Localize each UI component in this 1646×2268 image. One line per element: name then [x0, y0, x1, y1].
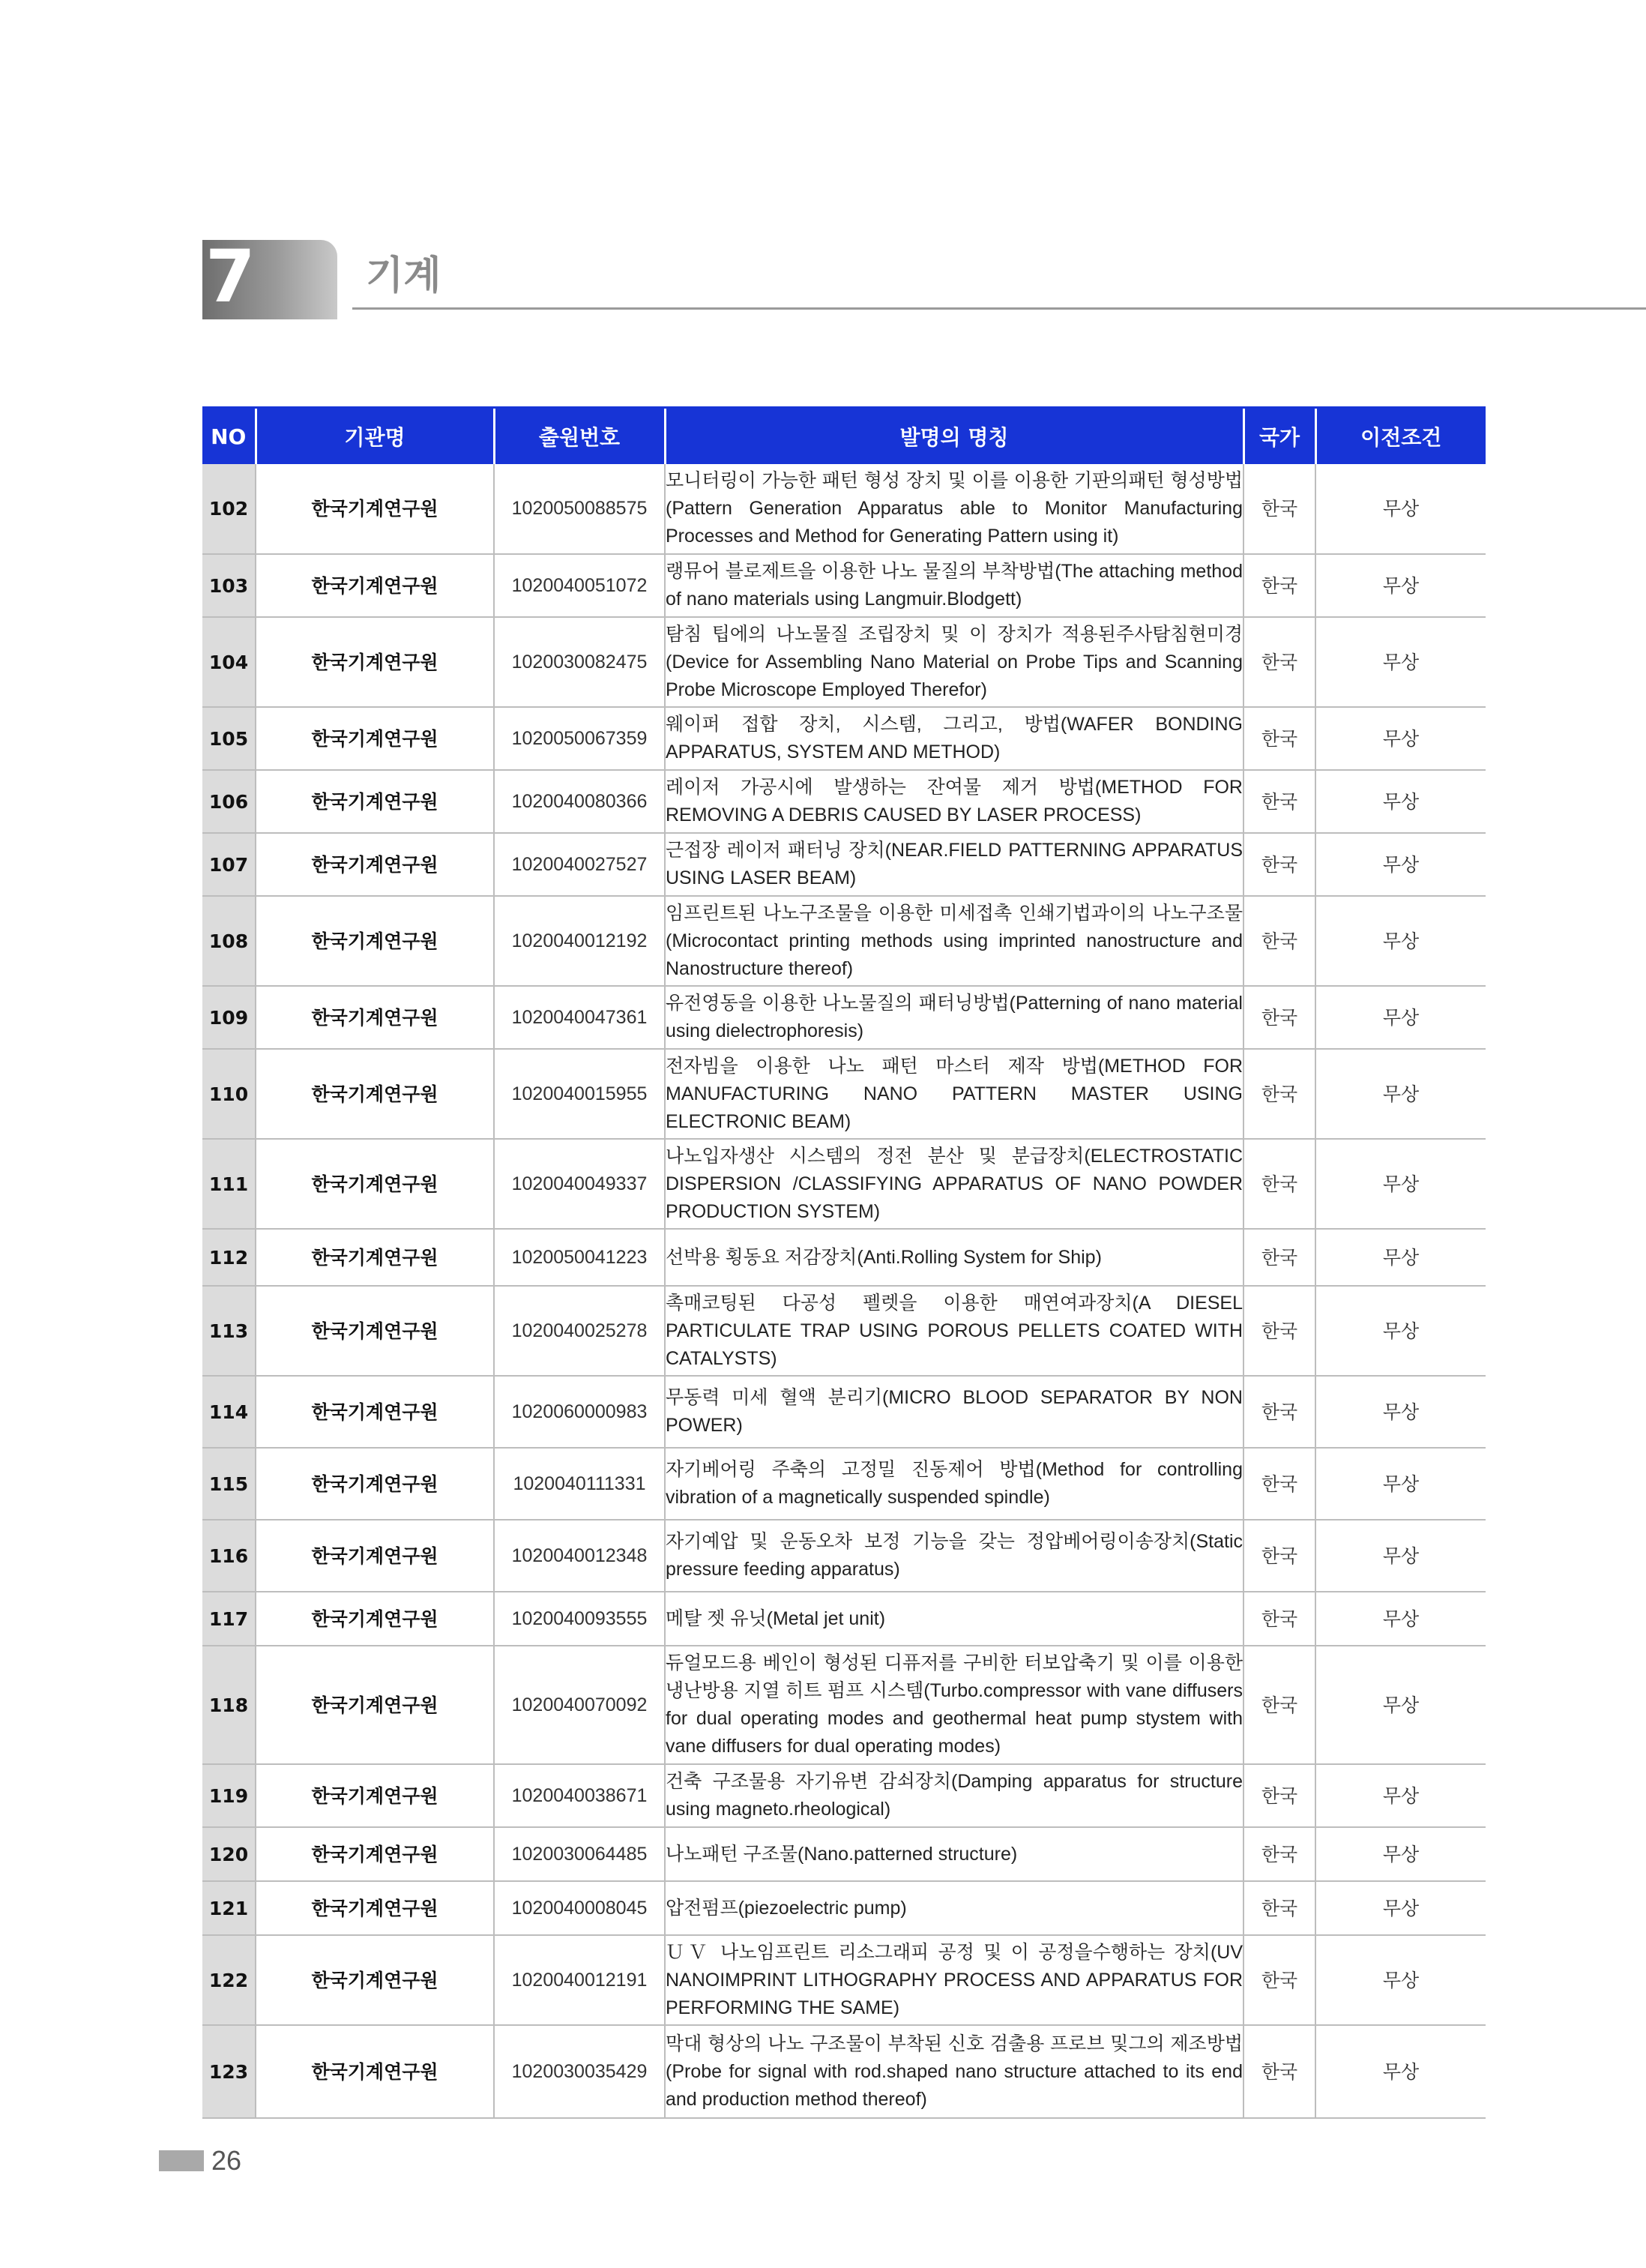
table-row [202, 1229, 1486, 1286]
table-row-country: 한국 [1243, 1448, 1315, 1520]
table-row-country: 한국 [1243, 1764, 1315, 1827]
table-row-country: 한국 [1243, 986, 1315, 1049]
table-row [202, 833, 1486, 896]
table-row-title: 나노입자생산 시스템의 정전 분산 및 분급장치(ELECTROSTATIC DISPERSION /CLASSIFYING APPARATUS OF NANO POWDER PRODUCTION SYSTEM) [665, 1139, 1243, 1229]
table-row-country: 한국 [1243, 1592, 1315, 1646]
table-row-no: 119 [202, 1764, 256, 1827]
table-row [202, 1139, 1486, 1229]
patent-table-header [202, 408, 1486, 465]
table-row-title: 임프린트된 나노구조물을 이용한 미세접촉 인쇄기법과이의 나노구조물(Microcontact printing methods using imprinted nanostructure and Nanostructure thereof) [665, 896, 1243, 986]
table-row [202, 2025, 1486, 2118]
table-row-org: 한국기계연구원 [256, 1935, 494, 2025]
table-row [202, 464, 1486, 554]
table-row [202, 1049, 1486, 1139]
table-row-app-no: 1020040015955 [494, 1049, 665, 1139]
table-row [202, 1827, 1486, 1881]
table-row-app-no: 1020040027527 [494, 833, 665, 896]
table-row-country: 한국 [1243, 1935, 1315, 2025]
table-row-app-no: 1020050088575 [494, 464, 665, 554]
table-row-country: 한국 [1243, 1827, 1315, 1881]
table-row-no: 113 [202, 1286, 256, 1376]
table-row-app-no: 1020040047361 [494, 986, 665, 1049]
table-row [202, 1935, 1486, 2025]
table-row [202, 1764, 1486, 1827]
table-row-org: 한국기계연구원 [256, 1286, 494, 1376]
table-row-title: 막대 형상의 나노 구조물이 부착된 신호 검출용 프로브 및그의 제조방법(Probe for signal with rod.shaped nano structure attached to its end and production method thereof) [665, 2025, 1243, 2118]
table-row-condition: 무상 [1315, 986, 1486, 1049]
table-row-title: 근접장 레이저 패터닝 장치(NEAR.FIELD PATTERNING APPARATUS USING LASER BEAM) [665, 833, 1243, 896]
table-row-country: 한국 [1243, 1139, 1315, 1229]
table-row-title: 나노패턴 구조물(Nano.patterned structure) [665, 1827, 1243, 1881]
table-row-title: 무동력 미세 혈액 분리기(MICRO BLOOD SEPARATOR BY NON POWER) [665, 1376, 1243, 1448]
table-row-title: 자기예압 및 운동오차 보정 기능을 갖는 정압베어링이송장치(Static pressure feeding apparatus) [665, 1520, 1243, 1592]
table-row [202, 554, 1486, 617]
table-row-title: 유전영동을 이용한 나노물질의 패터닝방법(Patterning of nano material using dielectrophoresis) [665, 986, 1243, 1049]
table-row [202, 1286, 1486, 1376]
table-row-title: 메탈 젯 유닛(Metal jet unit) [665, 1592, 1243, 1646]
table-row-app-no: 1020040070092 [494, 1646, 665, 1764]
table-row [202, 896, 1486, 986]
table-row-no: 109 [202, 986, 256, 1049]
table-row-app-no: 1020040049337 [494, 1139, 665, 1229]
footer-bar [159, 2150, 204, 2171]
table-row-app-no: 1020030064485 [494, 1827, 665, 1881]
table-row-org: 한국기계연구원 [256, 1448, 494, 1520]
table-row-org: 한국기계연구원 [256, 1881, 494, 1935]
table-row-country: 한국 [1243, 1376, 1315, 1448]
table-row-no: 103 [202, 554, 256, 617]
table-row-no: 104 [202, 617, 256, 707]
table-row-no: 112 [202, 1229, 256, 1286]
header-country: 국가 [1243, 408, 1315, 465]
header-org: 기관명 [256, 408, 494, 465]
table-row-country: 한국 [1243, 1520, 1315, 1592]
table-row-no: 111 [202, 1139, 256, 1229]
table-row-org: 한국기계연구원 [256, 1827, 494, 1881]
table-row-app-no: 1020040051072 [494, 554, 665, 617]
table-row-no: 106 [202, 770, 256, 833]
table-row-country: 한국 [1243, 554, 1315, 617]
table-row-condition: 무상 [1315, 1646, 1486, 1764]
table-row-no: 118 [202, 1646, 256, 1764]
table-row-country: 한국 [1243, 896, 1315, 986]
table-row-condition: 무상 [1315, 1448, 1486, 1520]
table-row-condition: 무상 [1315, 707, 1486, 770]
table-row-condition: 무상 [1315, 770, 1486, 833]
table-row-app-no: 1020040008045 [494, 1881, 665, 1935]
table-row-no: 105 [202, 707, 256, 770]
table-row [202, 1448, 1486, 1520]
table-row-country: 한국 [1243, 1286, 1315, 1376]
table-row-no: 115 [202, 1448, 256, 1520]
table-row-country: 한국 [1243, 1049, 1315, 1139]
table-row-app-no: 1020030082475 [494, 617, 665, 707]
table-row-no: 117 [202, 1592, 256, 1646]
table-row-app-no: 1020060000983 [494, 1376, 665, 1448]
patent-table-body [202, 464, 1486, 2118]
table-row-no: 102 [202, 464, 256, 554]
table-row-country: 한국 [1243, 833, 1315, 896]
table-row-app-no: 1020040012191 [494, 1935, 665, 2025]
table-row-org: 한국기계연구원 [256, 1520, 494, 1592]
table-row-title: 건축 구조물용 자기유변 감쇠장치(Damping apparatus for structure using magneto.rheological) [665, 1764, 1243, 1827]
table-row [202, 707, 1486, 770]
table-row-org: 한국기계연구원 [256, 1229, 494, 1286]
table-row [202, 986, 1486, 1049]
table-row-country: 한국 [1243, 1229, 1315, 1286]
table-row-no: 116 [202, 1520, 256, 1592]
chapter-divider [352, 307, 1646, 310]
table-row-condition: 무상 [1315, 1520, 1486, 1592]
table-row-app-no: 1020030035429 [494, 2025, 665, 2118]
patent-table [202, 406, 1486, 2119]
header-no: NO [202, 408, 256, 465]
table-row-condition: 무상 [1315, 617, 1486, 707]
table-row-title: 압전펌프(piezoelectric pump) [665, 1881, 1243, 1935]
table-row-title: 촉매코팅된 다공성 펠렛을 이용한 매연여과장치(A DIESEL PARTICULATE TRAP USING POROUS PELLETS COATED WITH CATALYSTS) [665, 1286, 1243, 1376]
table-row-title: 모니터링이 가능한 패턴 형성 장치 및 이를 이용한 기판의패턴 형성방법(Pattern Generation Apparatus able to Monitor Manufacturing Processes and Method for Generating Pattern using it) [665, 464, 1243, 554]
table-row-country: 한국 [1243, 464, 1315, 554]
table-row-app-no: 1020040111331 [494, 1448, 665, 1520]
table-row-org: 한국기계연구원 [256, 617, 494, 707]
table-row-no: 122 [202, 1935, 256, 2025]
table-row-condition: 무상 [1315, 833, 1486, 896]
table-row-title: 탐침 팁에의 나노물질 조립장치 및 이 장치가 적용된주사탐침현미경(Device for Assembling Nano Material on Probe Tips and Scanning Probe Microscope Employed Therefor) [665, 617, 1243, 707]
table-row-no: 110 [202, 1049, 256, 1139]
table-row-country: 한국 [1243, 707, 1315, 770]
table-row-org: 한국기계연구원 [256, 1646, 494, 1764]
table-row [202, 1592, 1486, 1646]
table-row-app-no: 1020040025278 [494, 1286, 665, 1376]
table-row-condition: 무상 [1315, 1049, 1486, 1139]
table-row-app-no: 1020050041223 [494, 1229, 665, 1286]
table-row [202, 1646, 1486, 1764]
table-row-no: 107 [202, 833, 256, 896]
table-row-org: 한국기계연구원 [256, 1764, 494, 1827]
table-row-org: 한국기계연구원 [256, 464, 494, 554]
header-title: 발명의 명칭 [665, 408, 1243, 465]
table-row-condition: 무상 [1315, 2025, 1486, 2118]
table-row-country: 한국 [1243, 1881, 1315, 1935]
table-row-org: 한국기계연구원 [256, 1139, 494, 1229]
table-row [202, 1520, 1486, 1592]
table-row-org: 한국기계연구원 [256, 833, 494, 896]
table-row [202, 770, 1486, 833]
table-row-condition: 무상 [1315, 464, 1486, 554]
table-row [202, 1881, 1486, 1935]
table-row-title: 듀얼모드용 베인이 형성된 디퓨저를 구비한 터보압축기 및 이를 이용한 냉난방용 지열 히트 펌프 시스템(Turbo.compressor with vane diffusers for dual operating modes and geothermal heat pump stystem with vane diffusers for dual operating modes) [665, 1646, 1243, 1764]
table-row [202, 1376, 1486, 1448]
table-row-title: 자기베어링 주축의 고정밀 진동제어 방법(Method for controlling vibration of a magnetically suspended spindle) [665, 1448, 1243, 1520]
table-row-org: 한국기계연구원 [256, 707, 494, 770]
table-row-condition: 무상 [1315, 1286, 1486, 1376]
table-row-org: 한국기계연구원 [256, 2025, 494, 2118]
table-row-condition: 무상 [1315, 1376, 1486, 1448]
table-row-title: 전자빔을 이용한 나노 패턴 마스터 제작 방법(METHOD FOR MANUFACTURING NANO PATTERN MASTER USING ELECTRONIC BEAM) [665, 1049, 1243, 1139]
table-row-condition: 무상 [1315, 896, 1486, 986]
chapter-title: 기계 [366, 253, 441, 298]
table-row-org: 한국기계연구원 [256, 986, 494, 1049]
table-row-app-no: 1020040093555 [494, 1592, 665, 1646]
table-row-condition: 무상 [1315, 1229, 1486, 1286]
chapter-number: 7 [205, 235, 256, 319]
table-row-title: 랭뮤어 블로제트을 이용한 나노 물질의 부착방법(The attaching method of nano materials using Langmuir.Blodgett) [665, 554, 1243, 617]
table-row-no: 114 [202, 1376, 256, 1448]
table-row-org: 한국기계연구원 [256, 896, 494, 986]
page-number: 26 [211, 2145, 242, 2176]
table-row-app-no: 1020040012192 [494, 896, 665, 986]
table-row-country: 한국 [1243, 770, 1315, 833]
table-row-title: 레이저 가공시에 발생하는 잔여물 제거 방법(METHOD FOR REMOVING A DEBRIS CAUSED BY LASER PROCESS) [665, 770, 1243, 833]
table-row-org: 한국기계연구원 [256, 1592, 494, 1646]
table-row-org: 한국기계연구원 [256, 1376, 494, 1448]
table-row-org: 한국기계연구원 [256, 554, 494, 617]
table-row-app-no: 1020040012348 [494, 1520, 665, 1592]
table-row-condition: 무상 [1315, 1881, 1486, 1935]
table-row-title: 웨이퍼 접합 장치, 시스템, 그리고, 방법(WAFER BONDING APPARATUS, SYSTEM AND METHOD) [665, 707, 1243, 770]
table-row-no: 120 [202, 1827, 256, 1881]
table-row-condition: 무상 [1315, 1935, 1486, 2025]
table-row-no: 108 [202, 896, 256, 986]
table-row-title: 선박용 횡동요 저감장치(Anti.Rolling System for Ship) [665, 1229, 1243, 1286]
table-row-country: 한국 [1243, 617, 1315, 707]
table-row [202, 617, 1486, 707]
table-row-title: ＵＶ 나노임프린트 리소그래피 공정 및 이 공정을수행하는 장치(UV NANOIMPRINT LITHOGRAPHY PROCESS AND APPARATUS FOR PERFORMING THE SAME) [665, 1935, 1243, 2025]
table-row-condition: 무상 [1315, 1139, 1486, 1229]
table-row-org: 한국기계연구원 [256, 770, 494, 833]
table-row-condition: 무상 [1315, 1592, 1486, 1646]
header-condition: 이전조건 [1315, 408, 1486, 465]
table-row-condition: 무상 [1315, 1827, 1486, 1881]
table-row-condition: 무상 [1315, 1764, 1486, 1827]
table-row-org: 한국기계연구원 [256, 1049, 494, 1139]
table-row-condition: 무상 [1315, 554, 1486, 617]
table-row-app-no: 1020040038671 [494, 1764, 665, 1827]
table-row-no: 121 [202, 1881, 256, 1935]
header-app-no: 출원번호 [494, 408, 665, 465]
table-row-app-no: 1020040080366 [494, 770, 665, 833]
table-row-country: 한국 [1243, 2025, 1315, 2118]
table-row-no: 123 [202, 2025, 256, 2118]
table-row-app-no: 1020050067359 [494, 707, 665, 770]
table-row-country: 한국 [1243, 1646, 1315, 1764]
